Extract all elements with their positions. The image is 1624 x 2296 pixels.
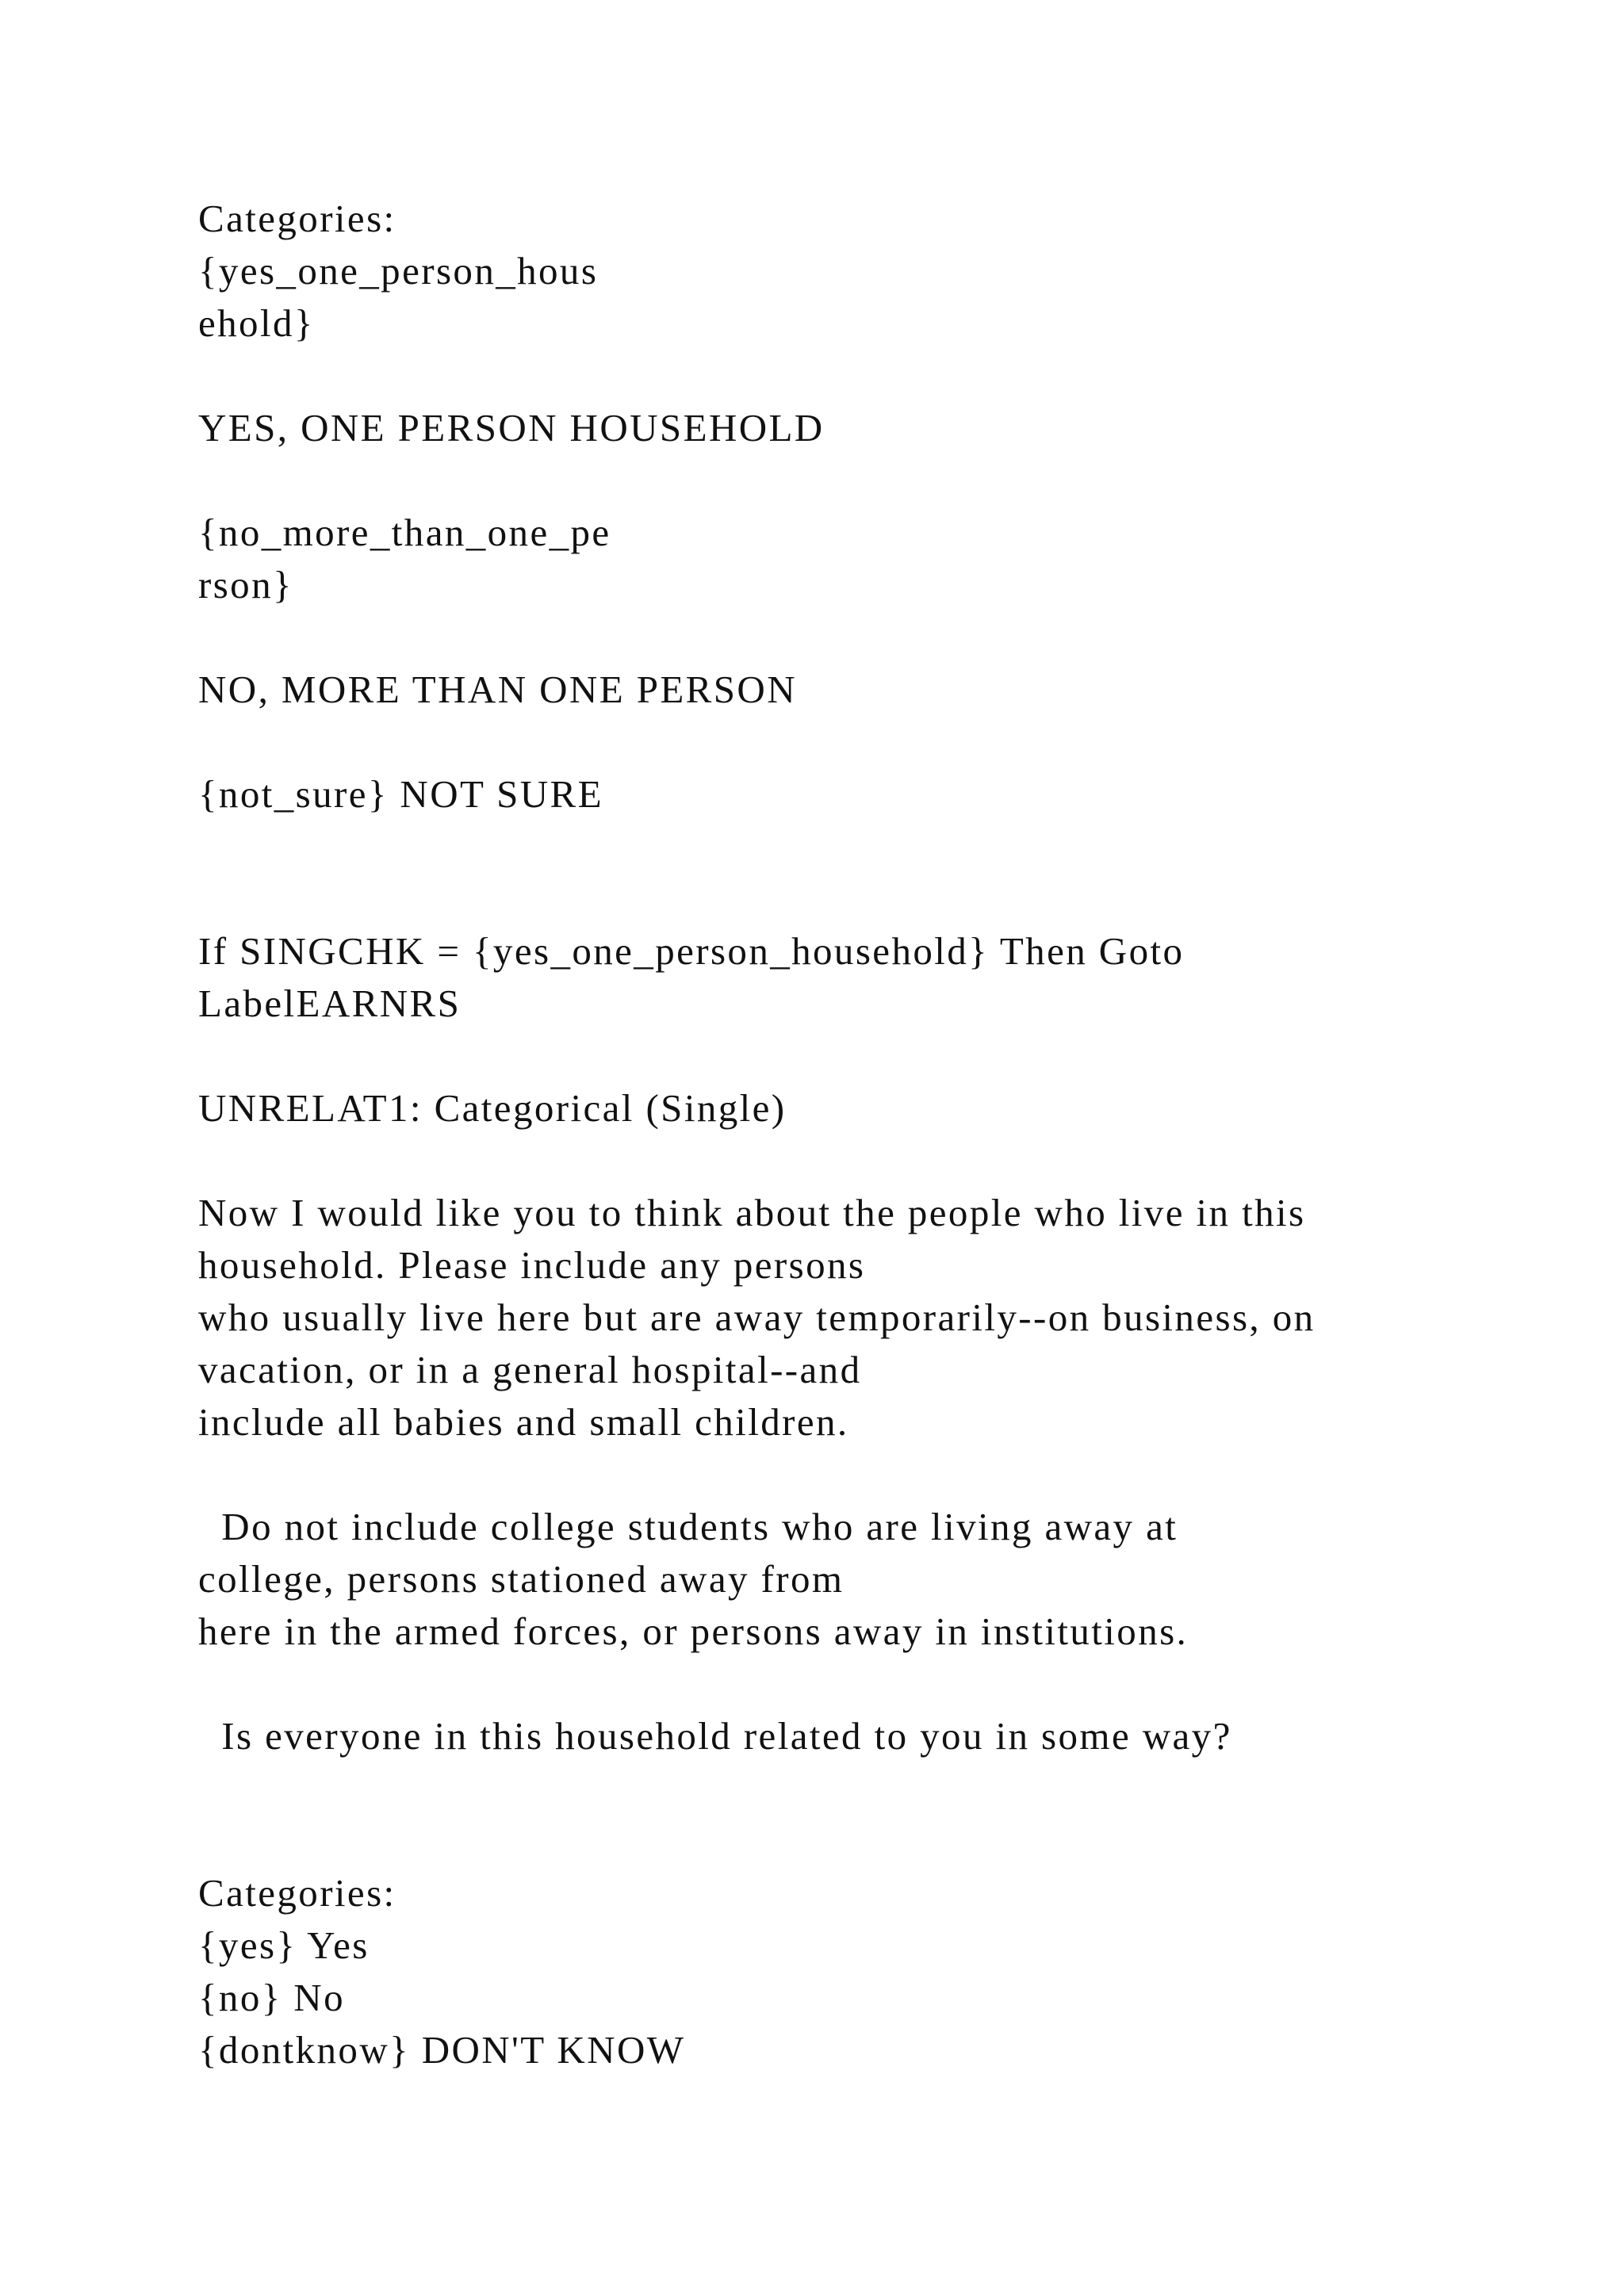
- category-dont-know: {dontknow} DON'T KNOW: [198, 2028, 686, 2072]
- category-code-no-more-part2: rson}: [198, 563, 293, 607]
- question-id-unrelat1: UNRELAT1: Categorical (Single): [198, 1086, 787, 1130]
- question-text-line-6: Do not include college students who are living away at: [198, 1505, 1178, 1548]
- category-code-yes-one-person-part2: ehold}: [198, 301, 315, 345]
- question-text-line-4: vacation, or in a general hospital--and: [198, 1348, 862, 1391]
- categories-heading-2: Categories:: [198, 1871, 396, 1915]
- category-code-yes-one-person-part1: {yes_one_person_hous: [198, 249, 599, 293]
- question-text-line-7: college, persons stationed away from: [198, 1557, 845, 1601]
- category-no: {no} No: [198, 1976, 345, 2019]
- question-text-line-3: who usually live here but are away temporarily--on business, on: [198, 1295, 1316, 1339]
- question-text-line-5: include all babies and small children.: [198, 1400, 849, 1444]
- category-label-no-more: NO, MORE THAN ONE PERSON: [198, 668, 797, 711]
- question-text-line-8: here in the armed forces, or persons away in institutions.: [198, 1609, 1189, 1653]
- category-label-yes-one-person: YES, ONE PERSON HOUSEHOLD: [198, 406, 825, 450]
- question-text-line-2: household. Please include any persons: [198, 1243, 866, 1287]
- question-prompt: Is everyone in this household related to you in some way?: [198, 1714, 1232, 1758]
- skip-logic-line-2: LabelEARNRS: [198, 982, 462, 1025]
- skip-logic-line-1: If SINGCHK = {yes_one_person_household} Then Goto: [198, 929, 1185, 973]
- category-code-no-more-part1: {no_more_than_one_pe: [198, 511, 611, 554]
- question-text-line-1: Now I would like you to think about the people who live in this: [198, 1191, 1306, 1234]
- categories-heading-1: Categories:: [198, 197, 396, 240]
- category-not-sure: {not_sure} NOT SURE: [198, 772, 603, 816]
- category-yes: {yes} Yes: [198, 1923, 370, 1967]
